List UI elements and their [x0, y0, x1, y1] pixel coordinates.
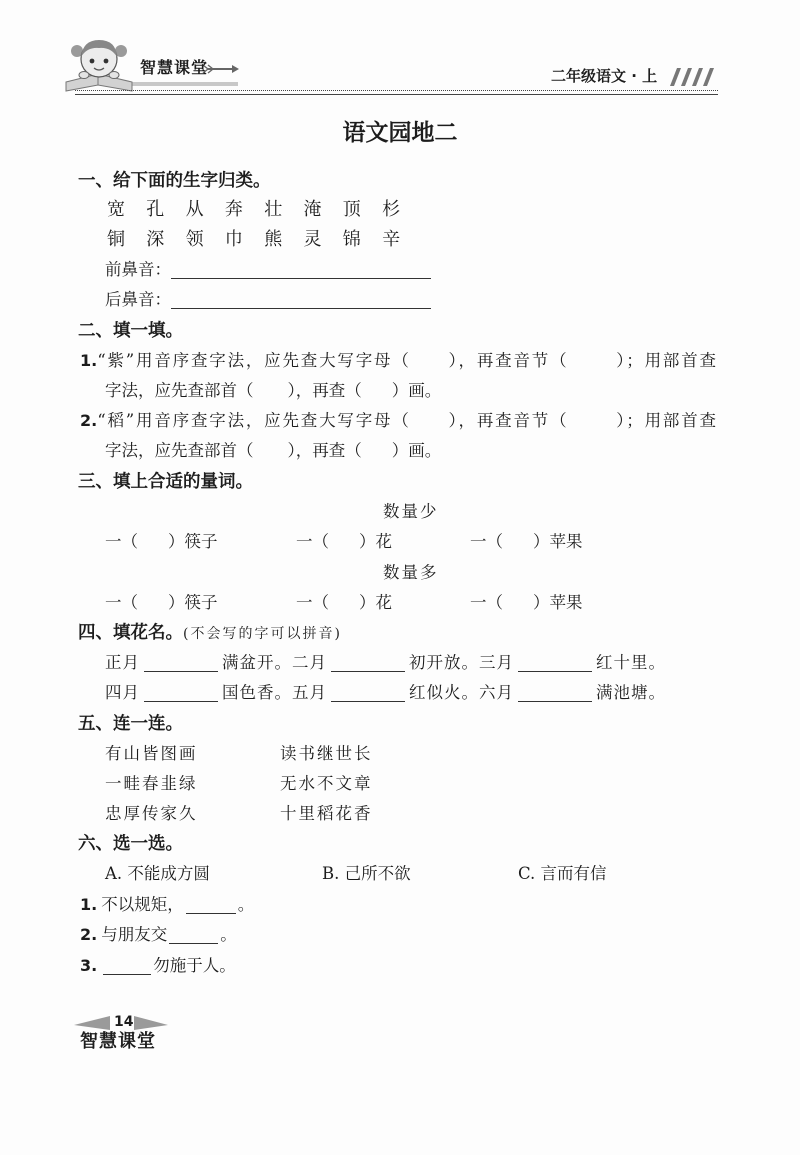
- question-2-line-2: [105, 441, 441, 461]
- row-text: 国色香。五月: [222, 683, 327, 702]
- option-b: B. 己所不欲: [322, 864, 411, 883]
- row-text: 红十里。: [596, 653, 666, 672]
- measure-word-item: [296, 532, 392, 552]
- item-text: 一（: [105, 532, 138, 551]
- measure-word-item: [470, 593, 583, 613]
- question-text: 不以规矩，: [101, 895, 184, 914]
- grade-label: 二年级语文 · 上: [551, 67, 658, 85]
- section5-heading: 五、连一连。: [78, 714, 183, 734]
- choice-question-3: [80, 956, 236, 976]
- answer-line: [518, 685, 592, 702]
- blank: [329, 546, 359, 547]
- answer-line: [171, 262, 431, 279]
- question-text: “稻”用音序查字法，应先查大写字母（: [97, 411, 411, 430]
- blank: [362, 455, 392, 456]
- question-number: 2.: [80, 925, 98, 944]
- char: 淹: [303, 199, 322, 220]
- answer-line: [171, 292, 431, 309]
- blank: [329, 607, 359, 608]
- section4-title: 四、填花名。: [78, 623, 183, 643]
- blank: [503, 546, 533, 547]
- char: 奔: [224, 199, 243, 220]
- section4-note: (不会写的字可以拼音): [183, 626, 342, 642]
- measure-word-item: [105, 593, 218, 613]
- header-brand: 智慧课堂: [140, 58, 209, 77]
- option-a: A. 不能成方圆: [105, 864, 210, 883]
- char: 锦: [342, 229, 361, 250]
- flower-row-2: [105, 683, 666, 703]
- char-row-2: [107, 230, 400, 250]
- item-text: 一（: [296, 532, 329, 551]
- answer-line: [518, 655, 592, 672]
- question-text: ）；用部首查: [614, 351, 717, 370]
- measure-word-item: [470, 532, 583, 552]
- item-text: ）苹果: [533, 532, 583, 551]
- question-number: 1.: [80, 351, 98, 370]
- char: 深: [146, 229, 165, 250]
- measure-word-item: [105, 532, 218, 552]
- back-nasal-label: 后鼻音：: [105, 290, 171, 309]
- header-divider-solid: [75, 94, 718, 95]
- row-text: 满池塘。: [596, 683, 666, 702]
- question-1-line-1: [80, 351, 716, 371]
- answer-line: [331, 655, 405, 672]
- char: 孔: [146, 199, 165, 220]
- group-label-few: 数量少: [383, 502, 439, 521]
- row-text: 正月: [105, 653, 140, 672]
- char: 铜: [107, 229, 125, 250]
- front-nasal-row: [105, 260, 431, 280]
- question-1-line-2: [105, 381, 441, 401]
- choice-question-1: [80, 895, 254, 915]
- page-number: 14: [114, 1014, 134, 1030]
- char: 宽: [107, 199, 125, 220]
- section4-heading: [78, 623, 342, 644]
- blank: [411, 365, 447, 366]
- footer-brand: 智慧课堂: [80, 1031, 156, 1052]
- page-title: 语文园地二: [342, 119, 458, 146]
- char: 熊: [264, 229, 283, 250]
- char: 巾: [224, 229, 243, 250]
- char: 从: [185, 199, 204, 220]
- row-text: 四月: [105, 683, 140, 702]
- question-text: 。: [237, 895, 255, 914]
- group-label-many: 数量多: [383, 563, 439, 582]
- match-right-item: 十里稻花香: [280, 804, 373, 823]
- answer-line: [186, 897, 236, 914]
- question-text: ）画。: [391, 381, 442, 400]
- front-nasal-label: 前鼻音：: [105, 260, 171, 279]
- answer-line: [144, 655, 218, 672]
- blank: [254, 395, 288, 396]
- match-right-item: 无水不文章: [280, 774, 373, 793]
- blank: [362, 395, 392, 396]
- char: 灵: [303, 229, 322, 250]
- char: 杉: [382, 199, 401, 220]
- item-text: ）花: [359, 593, 392, 612]
- char-row-1: [107, 200, 400, 220]
- section3-heading: 三、填上合适的量词。: [78, 472, 253, 492]
- blank: [503, 607, 533, 608]
- blank: [138, 607, 168, 608]
- question-text: 字法，应先查部首（: [105, 381, 254, 400]
- question-text: ），再查（: [287, 381, 362, 400]
- question-2-line-1: [80, 411, 716, 431]
- question-text: ）画。: [391, 441, 442, 460]
- question-text: 勿施于人。: [153, 956, 236, 975]
- blank: [568, 365, 614, 366]
- question-text: ），再查音节（: [446, 411, 569, 430]
- option-c: C. 言而有信: [518, 864, 607, 883]
- answer-line: [331, 685, 405, 702]
- question-number: 1.: [80, 895, 98, 914]
- item-text: ）苹果: [533, 593, 583, 612]
- item-text: ）筷子: [168, 532, 218, 551]
- item-text: 一（: [470, 593, 503, 612]
- blank: [568, 425, 614, 426]
- question-text: 与朋友交: [101, 925, 168, 944]
- question-text: “紫”用音序查字法，应先查大写字母（: [97, 351, 411, 370]
- question-text: ），再查（: [287, 441, 362, 460]
- item-text: ）花: [359, 532, 392, 551]
- match-left-item: 忠厚传家久: [105, 804, 198, 823]
- measure-word-item: [296, 593, 392, 613]
- char: 领: [185, 229, 204, 250]
- section1-heading: 一、给下面的生字归类。: [78, 171, 271, 191]
- row-text: 红似火。六月: [409, 683, 514, 702]
- question-text: ），再查音节（: [446, 351, 569, 370]
- question-number: 2.: [80, 411, 98, 430]
- question-text: 。: [220, 925, 237, 944]
- match-left-item: 一畦春韭绿: [105, 774, 198, 793]
- char: 辛: [382, 229, 401, 250]
- char: 壮: [264, 199, 283, 220]
- flower-row-1: [105, 653, 666, 673]
- section6-heading: 六、选一选。: [78, 834, 183, 854]
- answer-line: [103, 958, 151, 975]
- item-text: ）筷子: [168, 593, 218, 612]
- answer-line: [169, 927, 218, 944]
- question-text: 字法，应先查部首（: [105, 441, 254, 460]
- blank: [254, 455, 288, 456]
- match-left-item: 有山皆图画: [105, 744, 198, 763]
- choice-question-2: [80, 925, 237, 945]
- section2-heading: 二、填一填。: [78, 321, 183, 341]
- back-nasal-row: [105, 290, 431, 310]
- question-number: 3.: [80, 956, 98, 975]
- match-right-item: 读书继世长: [280, 744, 373, 763]
- question-text: ）；用部首查: [614, 411, 717, 430]
- blank: [138, 546, 168, 547]
- answer-line: [144, 685, 218, 702]
- blank: [411, 425, 447, 426]
- item-text: 一（: [470, 532, 503, 551]
- item-text: 一（: [105, 593, 138, 612]
- row-text: 满盆开。二月: [222, 653, 327, 672]
- item-text: 一（: [296, 593, 329, 612]
- char: 顶: [342, 199, 361, 220]
- row-text: 初开放。三月: [409, 653, 514, 672]
- header-divider-dotted: [75, 90, 718, 91]
- stripes-decoration-icon: [668, 68, 718, 86]
